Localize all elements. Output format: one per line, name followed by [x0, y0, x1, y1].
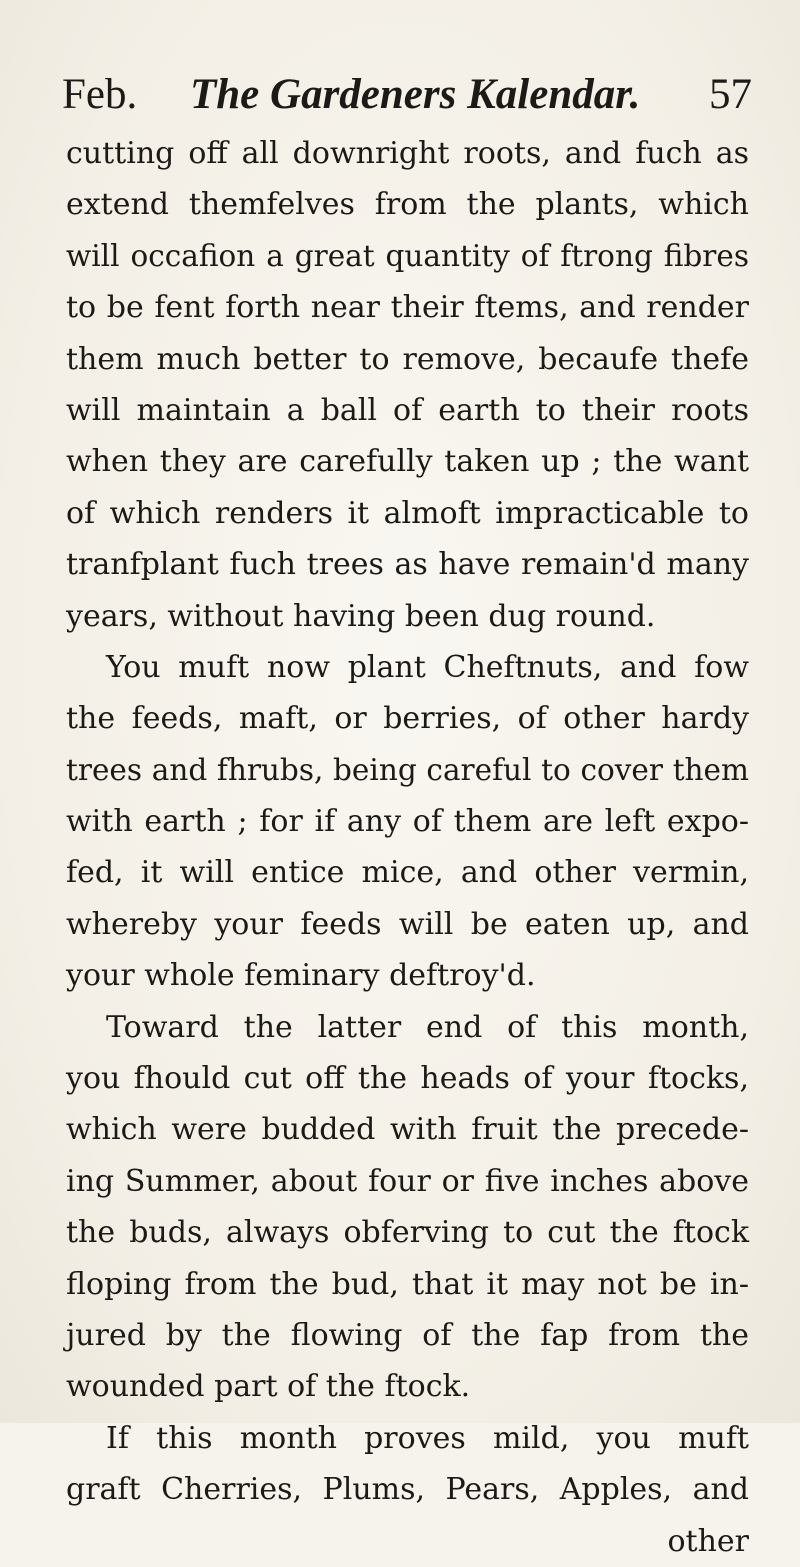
text-line: years, without having been dug round.: [66, 598, 656, 634]
text-line: when they are carefully taken up ; the want: [66, 444, 749, 480]
running-head-month: Feb.: [62, 71, 138, 118]
text-line: with earth ; for if any of them are left expo-: [66, 804, 749, 840]
paragraph-start-line: If this month proves mild, you muft: [106, 1420, 749, 1456]
text-line: them much better to remove, becaufe thefe: [66, 341, 749, 377]
text-line: fed, it will entice mice, and other vermin,: [66, 855, 749, 891]
text-line: your whole feminary deftroy'd.: [66, 958, 536, 994]
text-line: cutting off all downright roots, and fuch as: [66, 136, 749, 171]
text-line: the feeds, maft, or berries, of other hardy: [66, 701, 749, 737]
text-line: extend themfelves from the plants, which: [66, 187, 749, 223]
paragraph-start-line: You muft now plant Cheftnuts, and fow: [106, 649, 749, 685]
catchword: other: [667, 1523, 749, 1559]
text-line: tranfplant fuch trees as have remain'd many: [66, 547, 749, 583]
running-head: [62, 58, 752, 124]
text-line: jured by the flowing of the fap from the: [66, 1317, 749, 1353]
text-line: will occafion a great quantity of ftrong fibres: [66, 238, 749, 273]
text-line: wounded part of the ftock.: [66, 1369, 471, 1405]
text-line: you fhould cut off the heads of your ftocks,: [66, 1061, 749, 1097]
running-head-title: The Gardeners Kalendar.: [190, 71, 641, 118]
text-line: whereby your feeds will be eaten up, and: [66, 906, 749, 942]
text-line: will maintain a ball of earth to their roots: [66, 392, 749, 428]
text-line: of which renders it almoft impracticable to: [66, 495, 749, 531]
text-line: to be fent forth near their ftems, and render: [66, 290, 749, 326]
text-line: the buds, always obferving to cut the ftock: [66, 1215, 749, 1251]
text-line: trees and fhrubs, being careful to cover them: [66, 752, 749, 787]
page-number: 57: [709, 71, 752, 118]
text-line: ing Summer, about four or five inches above: [66, 1163, 749, 1199]
text-line: floping from the bud, that it may not be in-: [66, 1266, 749, 1302]
body-text: [66, 128, 749, 1567]
text-line: graft Cherries, Plums, Pears, Apples, and: [66, 1472, 749, 1508]
text-line: which were budded with fruit the precede-: [66, 1112, 749, 1148]
paragraph-start-line: Toward the latter end of this month,: [106, 1009, 749, 1045]
